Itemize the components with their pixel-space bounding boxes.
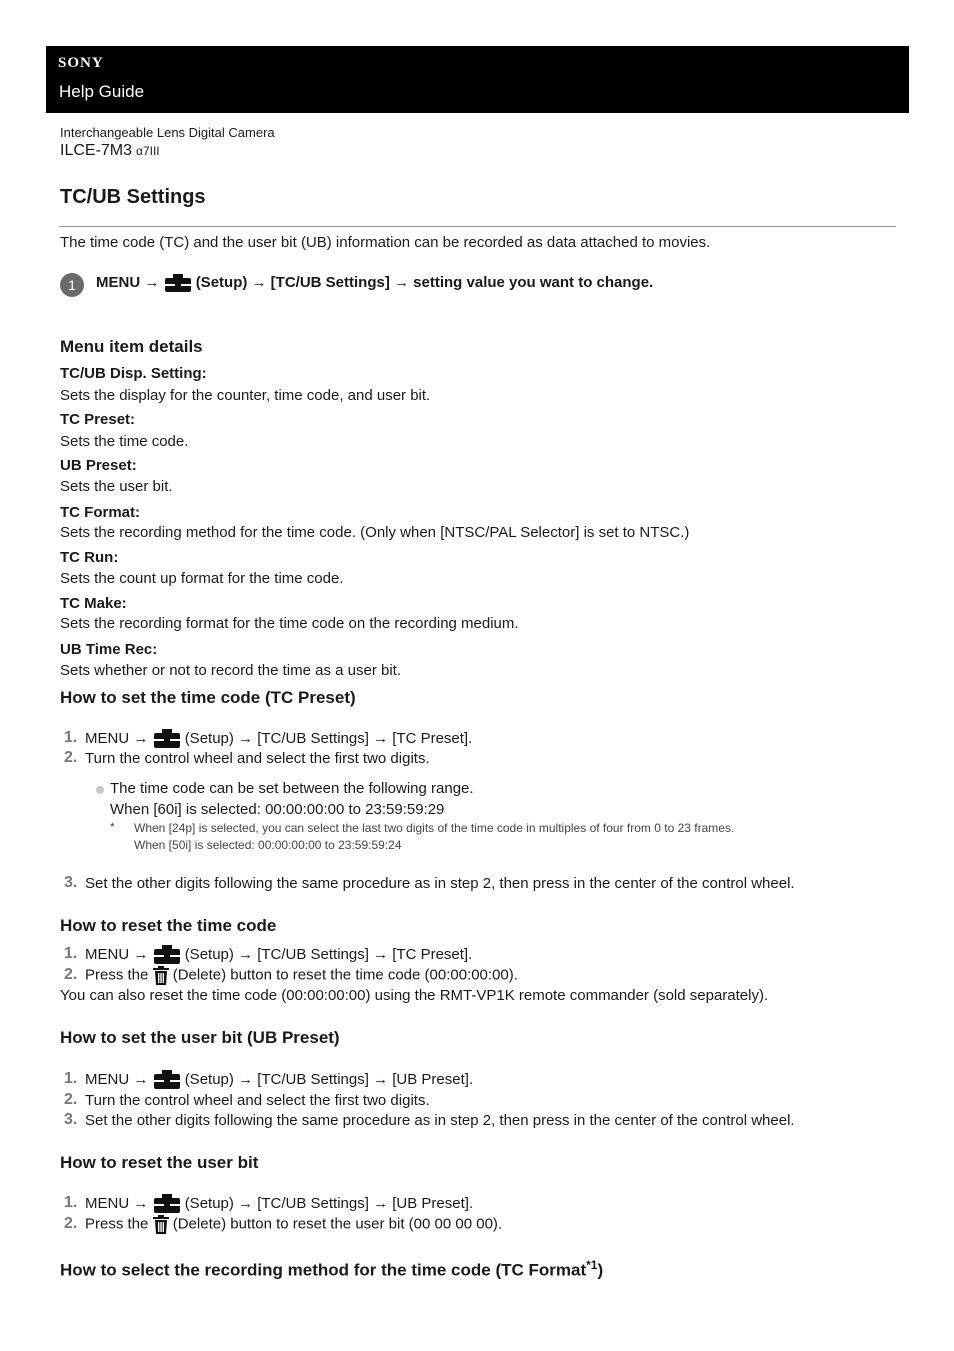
desc-tcub-disp: Sets the display for the counter, time code, and user bit.: [60, 387, 431, 404]
desc-ub-preset: Sets the user bit.: [60, 478, 173, 495]
step-number-badge: 1: [60, 273, 84, 297]
toolbox-setup-icon: [153, 1194, 181, 1214]
ub-preset-step-3: Set the other digits following the same procedure as in step 2, then press in the center of the control wheel.: [85, 1112, 795, 1129]
step-number: 1.: [64, 1070, 78, 1087]
reset-tc-heading: How to reset the time code: [60, 916, 277, 935]
reset-ub-heading: How to reset the user bit: [60, 1153, 259, 1172]
toolbox-setup-icon: [153, 945, 181, 965]
page-title: TC/UB Settings: [60, 186, 206, 208]
term-tc-run: TC Run:: [60, 549, 119, 566]
brand-logo: SONY: [58, 55, 104, 71]
product-model: ILCE-7M3 α7III: [60, 142, 160, 159]
reset-ub-step-2: Press the (Delete) button to reset the user bit (00 00 00 00).: [85, 1215, 503, 1233]
product-type: Interchangeable Lens Digital Camera: [60, 125, 275, 140]
toolbox-setup-icon: [164, 274, 192, 292]
step-number: 1.: [64, 729, 78, 746]
tc-format-heading: How to select the recording method for the time code (TC Format$^{*1}$): [60, 1258, 604, 1280]
tc-preset-heading: How to set the time code (TC Preset): [60, 688, 356, 707]
trash-delete-icon: [153, 966, 169, 985]
intro-text: The time code (TC) and the user bit (UB) information can be recorded as data attached to movies.: [60, 234, 711, 251]
step-number: 2.: [64, 966, 78, 983]
step-number: 1.: [64, 1194, 78, 1211]
term-tc-format: TC Format:: [60, 504, 140, 521]
reset-tc-step-1: MENU → (Setup) → [TC/UB Settings] → [TC Preset].: [85, 945, 472, 965]
step-number: 2.: [64, 1091, 78, 1108]
step-number: 1.: [64, 945, 78, 962]
desc-tc-make: Sets the recording format for the time code on the recording medium.: [60, 615, 519, 632]
reset-tc-step-2: Press the (Delete) button to reset the time code (00:00:00:00).: [85, 966, 518, 984]
tc-preset-step-1: MENU → (Setup) → [TC/UB Settings] → [TC Preset].: [85, 729, 472, 749]
term-tc-preset: TC Preset:: [60, 411, 136, 428]
toolbox-setup-icon: [153, 1070, 181, 1090]
step-number: 2.: [64, 1215, 78, 1232]
title-divider: [59, 226, 896, 227]
ub-preset-step-2: Turn the control wheel and select the first two digits.: [85, 1092, 430, 1109]
desc-tc-preset: Sets the time code.: [60, 433, 189, 450]
ub-preset-heading: How to set the user bit (UB Preset): [60, 1028, 340, 1047]
step-number: 3.: [64, 874, 78, 891]
tc-preset-step-3: Set the other digits following the same procedure as in step 2, then press in the center of the control wheel.: [85, 875, 795, 892]
desc-tc-run: Sets the count up format for the time code.: [60, 570, 344, 587]
menu-details-heading: Menu item details: [60, 337, 203, 356]
range-note-line-1: The time code can be set between the following range.: [110, 780, 474, 797]
step-number: 2.: [64, 749, 78, 766]
footnote-mark: *: [110, 820, 115, 834]
term-ub-time-rec: UB Time Rec:: [60, 641, 158, 658]
step-instruction: MENU → (Setup) → [TC/UB Settings] → setting value you want to change.: [96, 274, 654, 291]
term-ub-preset: UB Preset:: [60, 457, 137, 474]
term-tc-make: TC Make:: [60, 595, 127, 612]
page-header: [46, 46, 909, 113]
step-number: 3.: [64, 1111, 78, 1128]
help-guide-label: Help Guide: [59, 82, 145, 101]
desc-ub-time-rec: Sets whether or not to record the time as a user bit.: [60, 662, 402, 679]
toolbox-setup-icon: [153, 729, 181, 749]
reset-tc-remote-note: You can also reset the time code (00:00:00:00) using the RMT-VP1K remote commander (sold separately).: [60, 987, 769, 1004]
reset-ub-step-1: MENU → (Setup) → [TC/UB Settings] → [UB Preset].: [85, 1194, 473, 1214]
trash-delete-icon: [153, 1215, 169, 1234]
range-note-line-2: When [60i] is selected: 00:00:00:00 to 23:59:59:29: [110, 801, 445, 818]
tc-preset-step-2: Turn the control wheel and select the first two digits.: [85, 750, 430, 767]
ub-preset-step-1: MENU → (Setup) → [TC/UB Settings] → [UB Preset].: [85, 1070, 473, 1090]
footnote-line-2: When [50i] is selected: 00:00:00:00 to 23:59:59:24: [134, 838, 402, 852]
desc-tc-format: Sets the recording method for the time code. (Only when [NTSC/PAL Selector] is set to NTSC.): [60, 524, 690, 541]
bullet-dot: [96, 786, 104, 794]
footnote-line-1: When [24p] is selected, you can select the last two digits of the time code in multiples of four from 0 to 23 frames.: [134, 821, 735, 835]
term-tcub-disp: TC/UB Disp. Setting:: [60, 365, 207, 382]
